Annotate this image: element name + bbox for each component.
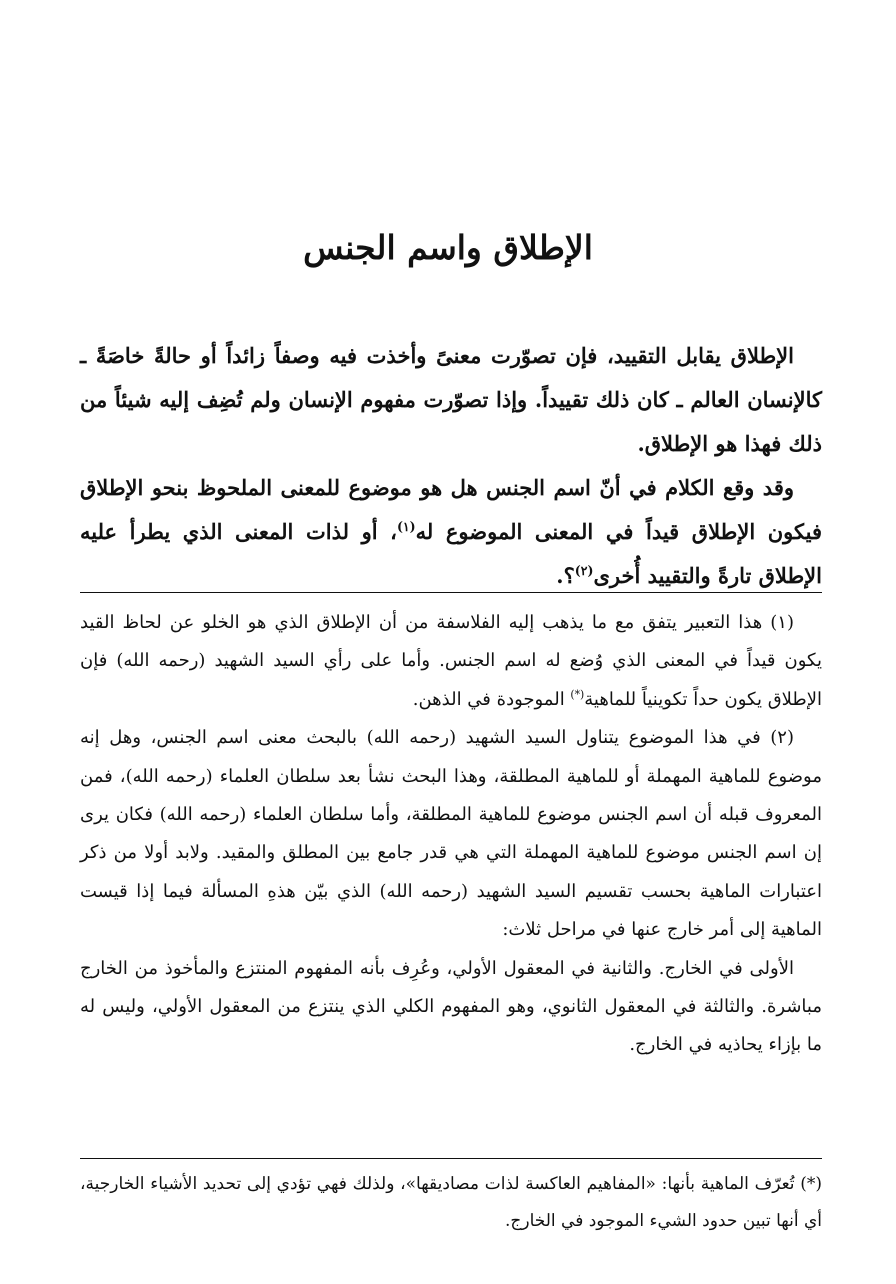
page-title: الإطلاق واسم الجنس <box>303 228 593 267</box>
footnote-1-part-b: الموجودة في الذهن. <box>412 688 571 710</box>
main-paragraph-2-part-b: ، أو لذات المعنى الذي يطرأ عليه الإطلاق تارةً والتقييد أُخرى <box>80 519 822 588</box>
main-paragraph-2-part-c: ؟. <box>556 563 575 588</box>
footnote-1-part-a: (١) هذا التعبير يتفق مع ما يذهب إليه الفلاسفة من أن الإطلاق الذي هو الخلو عن لحاظ القيد يكون قيداً في المعنى الذي وُضع له اسم الجنس. وأما على رأي السيد الشهيد (رحمه الله) فإن الإطلاق يكون حداً تكوينياً للماهية <box>80 612 822 710</box>
footnote-2-continued: الأولى في الخارج. والثانية في المعقول الأولي، وعُرِف بأنه المفهوم المنتزع والمأخوذ من الخارج مباشرة. والثالثة في المعقول الثانوي، وهو المفهوم الكلي الذي ينتزع من المعقول الأولي، وليس له ما بإزاء يحاذيه في الخارج. <box>80 957 822 1056</box>
star-note-text: (*) تُعرّف الماهية بأنها: «المفاهيم العاكسة لذات مصاديقها»، ولذلك فهي تؤدي إلى تحديد الأشياء الخارجية، أي أنها تبين حدود الشيء الموجود في الخارج. <box>80 1174 822 1231</box>
footnote-ref-2[interactable]: (٢) <box>574 563 594 578</box>
main-text <box>80 334 822 598</box>
footnote-ref-1[interactable]: (١) <box>396 519 416 534</box>
footnote-separator <box>80 592 822 593</box>
footnote-2: (٢) في هذا الموضوع يتناول السيد الشهيد (رحمه الله) بالبحث معنى اسم الجنس، وهل إنه موضوع للماهية المهملة أو للماهية المطلقة، وهذا البحث نشأ بعد سلطان العلماء (رحمه الله)، فمن المعروف قبله أن اسم الجنس موضوع للماهية المطلقة، وأما سلطان العلماء (رحمه الله) فكان يرى إن اسم الجنس موضوع للماهية المهملة التي هي قدر جامع بين المطلق والمقيد. ولابد أولا من ذكر اعتبارات الماهية بحسب تقسيم السيد الشهيد (رحمه الله) الذي بيّن هذهِ المسألة فيما إذا قيست الماهية إلى أمر خارج عنها في مراحل ثلاث: <box>80 727 822 941</box>
main-paragraph-2-part-a: وقد وقع الكلام في أنّ اسم الجنس هل هو موضوع للمعنى الملحوظ بنحو الإطلاق فيكون الإطلاق قيداً في المعنى الموضوع له <box>80 475 822 544</box>
star-note-separator <box>80 1158 822 1159</box>
star-note <box>80 1166 822 1240</box>
main-paragraph-1: الإطلاق يقابل التقييد، فإن تصوّرت معنىً وأخذت فيه وصفاً زائداً أو حالةً خاصَةً ـ كالإنسان العالم ـ كان ذلك تقييداً. وإذا تصوّرت مفهوم الإنسان ولم تُضِف إليه شيئاً من ذلك فهذا هو الإطلاق. <box>80 343 822 456</box>
footnote-1 <box>80 604 822 719</box>
footnotes <box>80 604 822 1065</box>
footnote-star-ref[interactable]: (*) <box>570 687 585 701</box>
main-paragraph-2 <box>80 466 822 598</box>
